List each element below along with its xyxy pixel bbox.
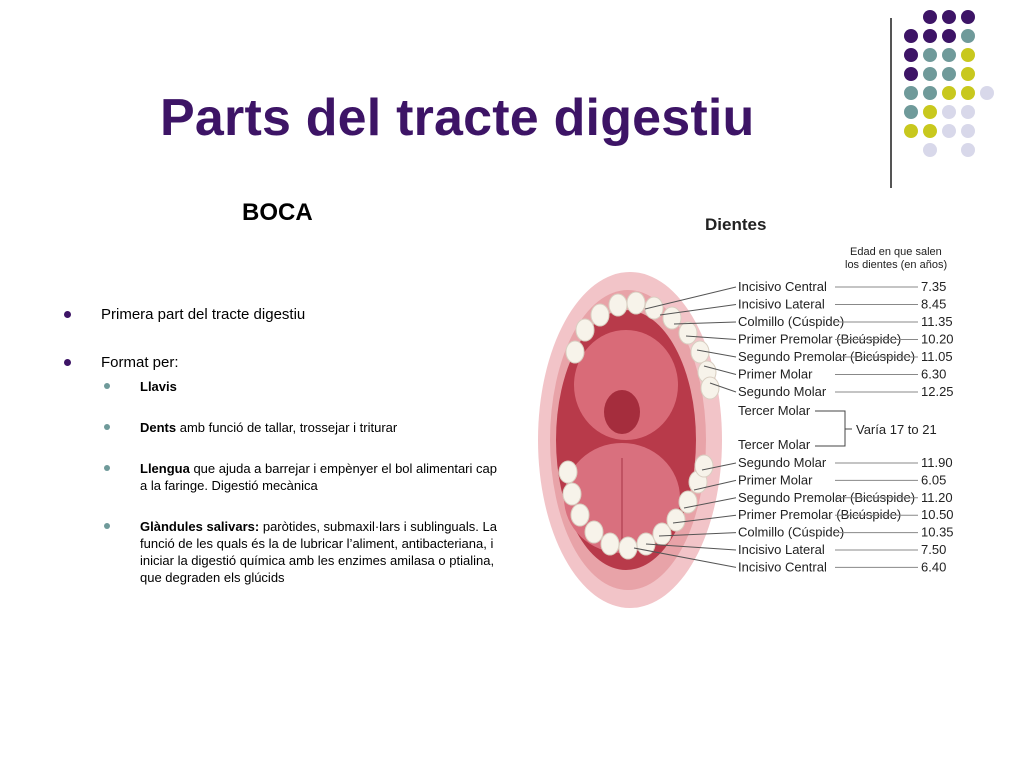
decorative-dot [942, 67, 956, 81]
tooth-age: 11.20 [921, 489, 953, 505]
decorative-dot [942, 124, 956, 138]
sub-bullet-icon [104, 383, 110, 389]
decorative-dot [923, 67, 937, 81]
tooth [591, 304, 609, 326]
decorative-dot [961, 86, 975, 100]
tooth [663, 307, 681, 329]
tooth-label: Segundo Premolar (Bicúspide) [738, 489, 916, 505]
tooth-label: Primer Molar [738, 366, 813, 382]
bullet-icon [64, 359, 71, 366]
tooth [563, 483, 581, 505]
decorative-dot [961, 143, 975, 157]
tooth [576, 319, 594, 341]
section-subtitle: BOCA [242, 199, 313, 226]
tooth-label: Colmillo (Cúspide) [738, 314, 845, 329]
decorative-dot [961, 48, 975, 62]
sub-bullet-text: Dents amb funció de tallar, trossejar i triturar [140, 420, 398, 435]
decorative-dot [904, 124, 918, 138]
slide-title: Parts del tracte digestiu [160, 89, 755, 147]
tooth-age: 6.05 [921, 472, 947, 488]
sub-bullet-icon [104, 523, 110, 529]
tooth-age: 11.90 [921, 455, 953, 470]
tooth-age: 10.20 [921, 331, 954, 347]
decorative-dot [923, 124, 937, 138]
bullet-text: Format per: [101, 354, 179, 371]
teeth-diagram [530, 200, 980, 620]
tooth-age: 8.45 [921, 296, 947, 312]
tooth-age: 11.35 [921, 314, 953, 329]
decorative-dot [942, 105, 956, 119]
tooth-label: Incisivo Central [738, 559, 827, 575]
decorative-dot [942, 29, 956, 43]
tooth-age: 10.50 [921, 507, 954, 523]
sub-bullet-text: Llavis [140, 379, 177, 394]
decorative-dot [961, 67, 975, 81]
decorative-dot [904, 86, 918, 100]
tooth-age: 11.05 [921, 349, 953, 364]
tooth-label: Incisivo Central [738, 279, 827, 294]
decorative-dot [904, 29, 918, 43]
tooth-age: 10.35 [921, 524, 954, 540]
tooth-age: 6.40 [921, 559, 947, 575]
decorative-dot [942, 86, 956, 100]
decorative-dot [923, 48, 937, 62]
decorative-dot [961, 105, 975, 119]
decorative-dot [980, 86, 994, 100]
decorative-dot [923, 143, 937, 157]
tooth-label: Tercer Molar [738, 403, 811, 418]
tooth [559, 461, 577, 483]
third-molar-group [738, 403, 937, 452]
tooth-age: 6.30 [921, 366, 947, 382]
tooth-age: 7.35 [921, 279, 947, 294]
figure-header: los dientes (en años) [845, 259, 948, 271]
decorative-dot [904, 67, 918, 81]
bullet-text: Primera part del tracte digestiu [101, 306, 306, 323]
decorative-dot-grid [904, 10, 1014, 170]
sub-bullet-icon [104, 465, 110, 471]
decorative-dot [904, 105, 918, 119]
tooth [566, 341, 584, 363]
tooth [695, 455, 713, 477]
decorative-dot [923, 86, 937, 100]
tooth [609, 294, 627, 316]
tooth [701, 377, 719, 399]
decorative-dot [942, 48, 956, 62]
decorative-dot [961, 124, 975, 138]
decorative-dot [923, 105, 937, 119]
tooth [571, 504, 589, 526]
tooth [679, 491, 697, 513]
tooth-label: Segundo Molar [738, 384, 827, 399]
bullet-icon [64, 311, 71, 318]
tooth [601, 533, 619, 555]
decorative-dot [942, 10, 956, 24]
sub-bullet-text: Llengua que ajuda a barrejar i empènyer el bol alimentari cap a la faringe. Digestió mecànica [140, 461, 497, 493]
tooth-label: Primer Premolar (Bicúspide) [738, 331, 902, 347]
tooth-label: Colmillo (Cúspide) [738, 524, 845, 540]
tooth-age: 7.50 [921, 542, 947, 557]
tooth-age: 12.25 [921, 384, 954, 399]
tooth-label: Incisivo Lateral [738, 296, 825, 312]
decorative-divider [890, 18, 892, 188]
throat [604, 390, 640, 434]
tooth-label: Segundo Molar [738, 455, 827, 470]
tooth [585, 521, 603, 543]
sub-bullet-text: Glàndules salivars: paròtides, submaxil·lars i sublinguals. La funció de les quals és la de lubricar l’aliment, antibacteriana, i iniciar la digestió química amb les enzimes amilasa o ptialina, que degraden els glúcids [140, 519, 497, 585]
tooth [667, 509, 685, 531]
tooth [679, 322, 697, 344]
bracket [815, 411, 845, 446]
decorative-dot [923, 10, 937, 24]
open-mouth-illustration [538, 272, 722, 608]
decorative-dot [923, 29, 937, 43]
decorative-dot [961, 10, 975, 24]
tooth [627, 292, 645, 314]
tooth-label: Primer Premolar (Bicúspide) [738, 507, 902, 523]
decorative-dot [961, 29, 975, 43]
decorative-dot [904, 48, 918, 62]
figure-title: Dientes [705, 215, 767, 234]
tooth-label: Incisivo Lateral [738, 542, 825, 557]
sub-bullet-icon [104, 424, 110, 430]
figure-header: Edad en que salen [850, 246, 942, 258]
tooth-label: Segundo Premolar (Bicúspide) [738, 349, 916, 364]
third-molar-age: Varía 17 to 21 [856, 422, 937, 437]
tooth-label: Tercer Molar [738, 437, 811, 452]
tooth-label: Primer Molar [738, 472, 813, 488]
